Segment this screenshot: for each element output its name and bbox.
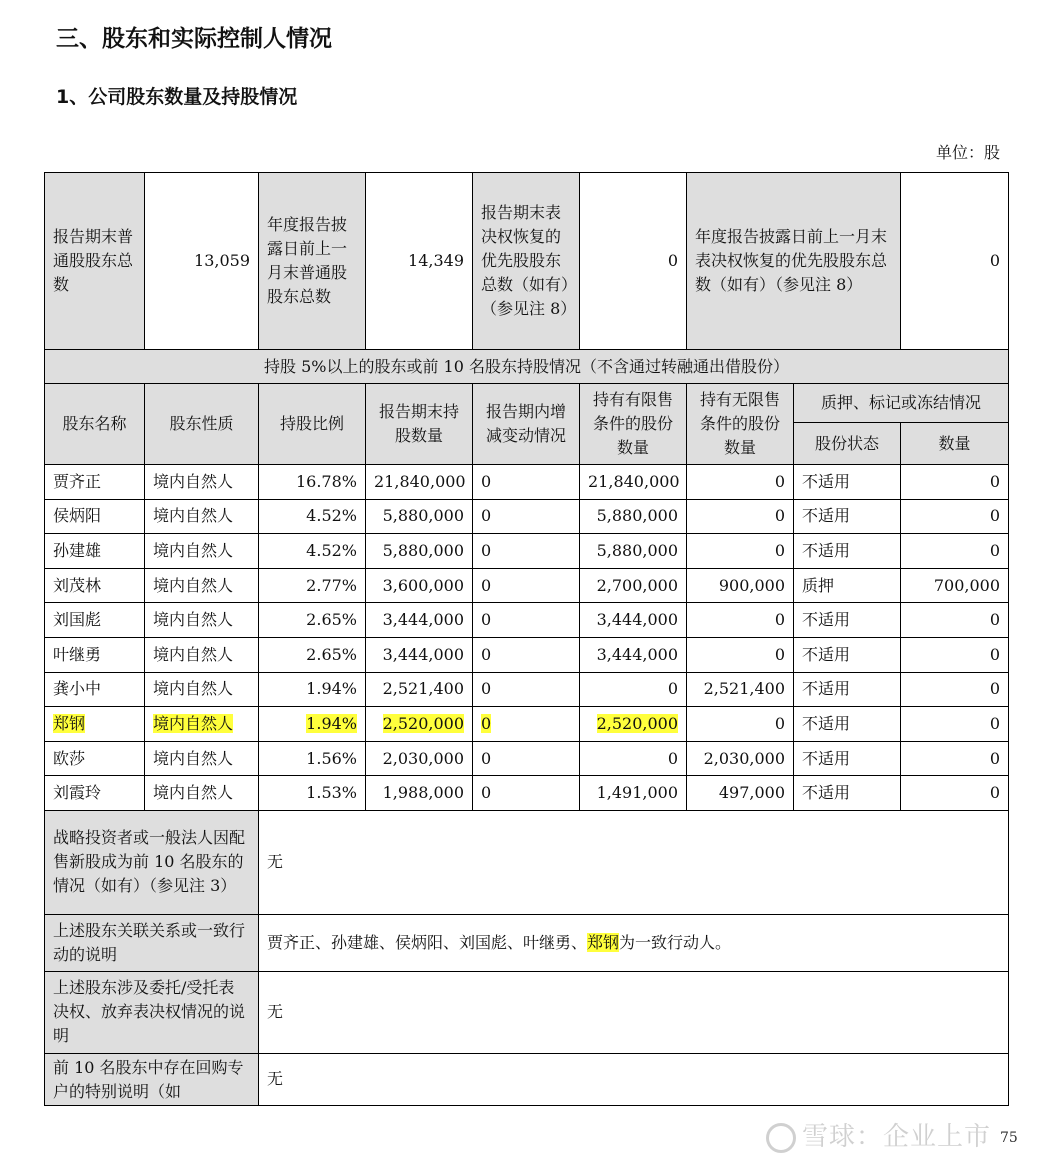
cell-status: 质押 <box>794 568 901 603</box>
section-heading: 三、股东和实际控制人情况 <box>56 26 332 52</box>
highlighted-text: 2,520,000 <box>382 713 464 733</box>
cell-name: 贾齐正 <box>45 465 145 500</box>
cell-change: 0 <box>473 499 580 534</box>
cell-nature: 境内自然人 <box>145 568 259 603</box>
table-row <box>45 672 1009 707</box>
cell-status: 不适用 <box>794 499 901 534</box>
cell-status: 不适用 <box>794 603 901 638</box>
cell-unrestricted: 0 <box>687 499 794 534</box>
highlighted-text: 0 <box>481 713 492 733</box>
cell-ratio: 2.65% <box>259 637 366 672</box>
header-pledge: 质押、标记或冻结情况 <box>794 384 1009 423</box>
cell-unrestricted: 0 <box>687 707 794 742</box>
table-row <box>45 603 1009 638</box>
summary-label-3: 报告期末表决权恢复的优先股股东总数（如有）（参见注 8） <box>473 173 580 350</box>
cell-ratio: 2.65% <box>259 603 366 638</box>
cell-change: 0 <box>473 603 580 638</box>
cell-nature: 境内自然人 <box>145 672 259 707</box>
header-ratio: 持股比例 <box>259 384 366 465</box>
summary-value-3: 0 <box>580 173 687 350</box>
cell-ratio: 1.94% <box>259 672 366 707</box>
cell-status: 不适用 <box>794 776 901 811</box>
cell-unrestricted: 0 <box>687 603 794 638</box>
cell-unrestricted: 900,000 <box>687 568 794 603</box>
cell-nature: 境内自然人 <box>145 499 259 534</box>
cell-status: 不适用 <box>794 465 901 500</box>
cell-nature: 境内自然人 <box>145 741 259 776</box>
cell-qty: 3,444,000 <box>366 637 473 672</box>
cell-ratio: 16.78% <box>259 465 366 500</box>
note-label-entrust: 上述股东涉及委托/受托表决权、放弃表决权情况的说明 <box>45 971 259 1053</box>
watermark <box>766 1116 991 1153</box>
table-row <box>45 741 1009 776</box>
table-row <box>45 707 1009 742</box>
cell-nature: 境内自然人 <box>145 603 259 638</box>
header-pledge-qty: 数量 <box>901 423 1009 465</box>
snowball-logo-icon <box>766 1123 796 1153</box>
watermark-text: 雪球：企业上市 <box>802 1122 992 1152</box>
table-row <box>45 499 1009 534</box>
header-nature: 股东性质 <box>145 384 259 465</box>
cell-qty: 21,840,000 <box>366 465 473 500</box>
section-title-row <box>45 350 1009 384</box>
note-value-strategic: 无 <box>259 810 1009 914</box>
cell-restricted: 3,444,000 <box>580 603 687 638</box>
cell-unrestricted: 0 <box>687 637 794 672</box>
note-value-buyback: 无 <box>259 1053 1009 1105</box>
highlighted-text: 1.94% <box>306 713 357 733</box>
cell-unrestricted: 2,521,400 <box>687 672 794 707</box>
cell-ratio: 1.56% <box>259 741 366 776</box>
highlighted-text: 郑钢 <box>53 713 86 733</box>
cell-qty: 2,521,400 <box>366 672 473 707</box>
header-change: 报告期内增减变动情况 <box>473 384 580 465</box>
note-label-related: 上述股东关联关系或一致行动的说明 <box>45 914 259 971</box>
shareholder-table <box>44 172 1009 1106</box>
cell-restricted: 1,491,000 <box>580 776 687 811</box>
highlighted-text: 境内自然人 <box>153 713 234 733</box>
cell-nature: 境内自然人 <box>145 465 259 500</box>
cell-qty <box>366 707 473 742</box>
summary-row <box>45 173 1009 350</box>
cell-restricted: 5,880,000 <box>580 534 687 569</box>
note-value-related <box>259 914 1009 971</box>
cell-pledge-qty: 0 <box>901 534 1009 569</box>
cell-qty: 1,988,000 <box>366 776 473 811</box>
cell-change: 0 <box>473 465 580 500</box>
page-number: 75 <box>1000 1130 1018 1146</box>
cell-name: 刘国彪 <box>45 603 145 638</box>
summary-label-2: 年度报告披露日前上一月末普通股股东总数 <box>259 173 366 350</box>
cell-unrestricted: 0 <box>687 465 794 500</box>
related-prefix: 贾齐正、孙建雄、侯炳阳、刘国彪、叶继勇、 <box>267 932 588 952</box>
table-row <box>45 568 1009 603</box>
unit-label: 单位：股 <box>935 143 1000 162</box>
cell-pledge-qty: 0 <box>901 603 1009 638</box>
cell-nature: 境内自然人 <box>145 776 259 811</box>
cell-ratio: 2.77% <box>259 568 366 603</box>
cell-pledge-qty: 0 <box>901 707 1009 742</box>
cell-restricted: 3,444,000 <box>580 637 687 672</box>
cell-pledge-qty: 0 <box>901 741 1009 776</box>
note-row-related <box>45 914 1009 971</box>
cell-pledge-qty: 700,000 <box>901 568 1009 603</box>
header-restricted: 持有有限售条件的股份数量 <box>580 384 687 465</box>
cell-name: 孙建雄 <box>45 534 145 569</box>
cell-unrestricted: 2,030,000 <box>687 741 794 776</box>
cell-change: 0 <box>473 776 580 811</box>
header-pledge-status: 股份状态 <box>794 423 901 465</box>
section-title: 持股 5%以上的股东或前 10 名股东持股情况（不含通过转融通出借股份） <box>45 350 1009 384</box>
cell-ratio <box>259 707 366 742</box>
cell-pledge-qty: 0 <box>901 465 1009 500</box>
cell-name <box>45 707 145 742</box>
header-qty-end: 报告期末持股数量 <box>366 384 473 465</box>
note-value-entrust: 无 <box>259 971 1009 1053</box>
shareholder-rows <box>45 465 1009 811</box>
cell-pledge-qty: 0 <box>901 637 1009 672</box>
cell-name: 龚小中 <box>45 672 145 707</box>
cell-ratio: 4.52% <box>259 499 366 534</box>
header-unrestricted: 持有无限售条件的股份数量 <box>687 384 794 465</box>
cell-nature <box>145 707 259 742</box>
related-highlight: 郑钢 <box>587 932 620 952</box>
cell-status: 不适用 <box>794 672 901 707</box>
cell-name: 刘霞玲 <box>45 776 145 811</box>
cell-qty: 3,600,000 <box>366 568 473 603</box>
cell-name: 欧莎 <box>45 741 145 776</box>
header-name: 股东名称 <box>45 384 145 465</box>
note-row-buyback <box>45 1053 1009 1105</box>
highlighted-text: 2,520,000 <box>596 713 678 733</box>
cell-status: 不适用 <box>794 707 901 742</box>
summary-value-4: 0 <box>901 173 1009 350</box>
cell-unrestricted: 0 <box>687 534 794 569</box>
note-label-buyback: 前 10 名股东中存在回购专户的特别说明（如 <box>45 1053 259 1105</box>
cell-change: 0 <box>473 568 580 603</box>
cell-pledge-qty: 0 <box>901 776 1009 811</box>
cell-restricted: 0 <box>580 741 687 776</box>
table-row <box>45 465 1009 500</box>
cell-unrestricted: 497,000 <box>687 776 794 811</box>
cell-change: 0 <box>473 637 580 672</box>
note-row-strategic <box>45 810 1009 914</box>
cell-status: 不适用 <box>794 534 901 569</box>
cell-restricted <box>580 707 687 742</box>
summary-value-1: 13,059 <box>145 173 259 350</box>
cell-restricted: 2,700,000 <box>580 568 687 603</box>
cell-nature: 境内自然人 <box>145 534 259 569</box>
cell-status: 不适用 <box>794 741 901 776</box>
cell-qty: 3,444,000 <box>366 603 473 638</box>
cell-nature: 境内自然人 <box>145 637 259 672</box>
cell-change: 0 <box>473 741 580 776</box>
cell-name: 刘茂林 <box>45 568 145 603</box>
cell-restricted: 21,840,000 <box>580 465 687 500</box>
cell-change <box>473 707 580 742</box>
cell-qty: 2,030,000 <box>366 741 473 776</box>
table-row <box>45 776 1009 811</box>
cell-change: 0 <box>473 672 580 707</box>
cell-ratio: 4.52% <box>259 534 366 569</box>
table-row <box>45 637 1009 672</box>
cell-pledge-qty: 0 <box>901 672 1009 707</box>
cell-name: 侯炳阳 <box>45 499 145 534</box>
cell-qty: 5,880,000 <box>366 499 473 534</box>
cell-change: 0 <box>473 534 580 569</box>
summary-value-2: 14,349 <box>366 173 473 350</box>
cell-name: 叶继勇 <box>45 637 145 672</box>
table-row <box>45 534 1009 569</box>
header-row-1 <box>45 384 1009 423</box>
cell-ratio: 1.53% <box>259 776 366 811</box>
cell-status: 不适用 <box>794 637 901 672</box>
note-label-strategic: 战略投资者或一般法人因配售新股成为前 10 名股东的情况（如有）（参见注 3） <box>45 810 259 914</box>
cell-pledge-qty: 0 <box>901 499 1009 534</box>
note-row-entrust <box>45 971 1009 1053</box>
cell-qty: 5,880,000 <box>366 534 473 569</box>
cell-restricted: 5,880,000 <box>580 499 687 534</box>
cell-restricted: 0 <box>580 672 687 707</box>
summary-label-4: 年度报告披露日前上一月末表决权恢复的优先股股东总数（如有）（参见注 8） <box>687 173 901 350</box>
related-suffix: 为一致行动人。 <box>619 932 732 952</box>
summary-label-1: 报告期末普通股股东总数 <box>45 173 145 350</box>
subsection-heading: 1、公司股东数量及持股情况 <box>56 86 298 108</box>
